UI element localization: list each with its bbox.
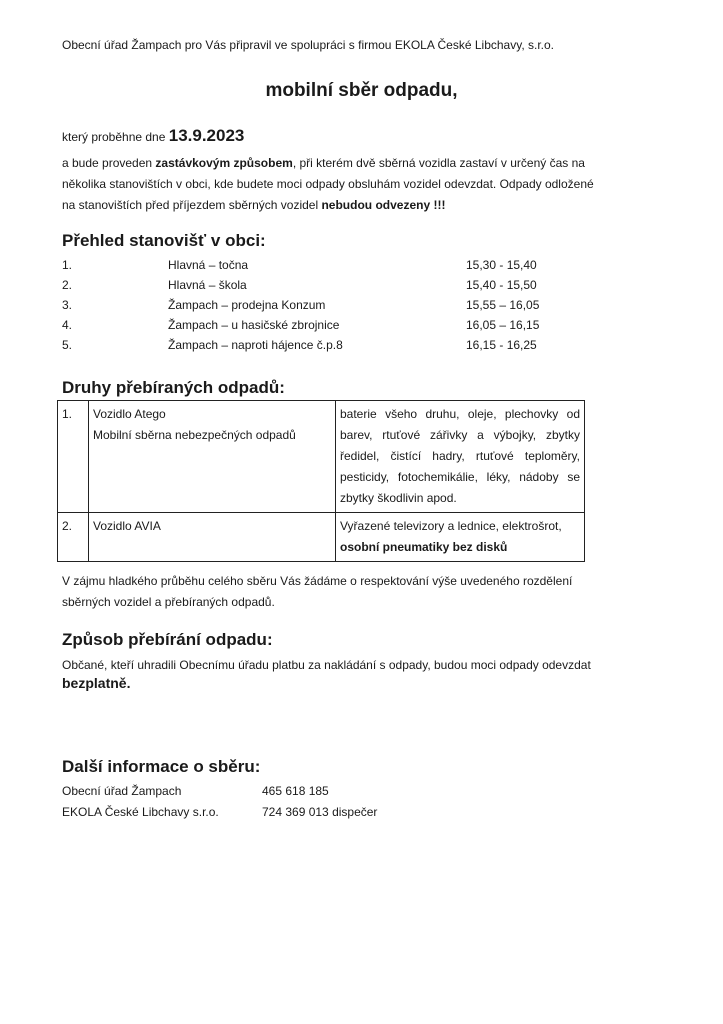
waste-heading: Druhy přebíraných odpadů: — [62, 378, 285, 397]
waste-vehicle-cell — [89, 401, 336, 513]
stop-number: 2. — [62, 278, 73, 292]
waste-number: 1. — [58, 401, 89, 513]
stop-number: 4. — [62, 318, 73, 332]
stop-name: Žampach – u hasičské zbrojnice — [168, 318, 340, 332]
note-line-1: V zájmu hladkého průběhu celého sběru Vás žádáme o respektování výše uvedeného rozdělení — [62, 574, 573, 588]
waste-items-emphasis: osobní pneumatiky bez disků — [340, 540, 508, 554]
paragraph-line-1 — [62, 153, 662, 174]
stops-list — [62, 258, 622, 358]
waste-items: baterie všeho druhu, oleje, plechovky od barev, rtuťové zářivky a výbojky, zbytky ředidel, čistící hadry, rtuťové teploměry, pesticidy, fotochemikálie, léky, nádoby se zbytky škodlivin apod. — [336, 401, 585, 513]
stop-number: 1. — [62, 258, 73, 272]
list-item — [62, 318, 622, 338]
stop-time: 15,30 - 15,40 — [466, 258, 537, 272]
stop-number: 3. — [62, 298, 73, 312]
paragraph-line-2: několika stanovištích v obci, kde budete moci odpady obsluhám vozidel odevzdat. Odpady odložené — [62, 177, 594, 191]
paragraph-text: na stanovištích před příjezdem sběrných vozidel — [62, 198, 322, 212]
date-prefix: který proběhne dne — [62, 130, 169, 144]
paragraph-line-3 — [62, 195, 662, 216]
waste-items-cell — [336, 513, 585, 562]
method-paragraph — [62, 656, 682, 692]
waste-items: Vyřazené televizory a lednice, elektrošrot, — [340, 519, 562, 533]
list-item — [62, 278, 622, 298]
intro-text: Obecní úřad Žampach pro Vás připravil ve spolupráci s firmou EKOLA České Libchavy, s.r.o. — [62, 38, 554, 52]
description-paragraph — [62, 153, 662, 216]
page-title: mobilní sběr odpadu, — [265, 80, 458, 101]
list-item — [62, 338, 622, 358]
paragraph-emphasis: zastávkovým způsobem — [155, 156, 293, 170]
stop-name: Žampach – prodejna Konzum — [168, 298, 326, 312]
contact-name: Obecní úřad Žampach — [62, 784, 182, 798]
stop-time: 16,15 - 16,25 — [466, 338, 537, 352]
paragraph-text: a bude proveden — [62, 156, 156, 170]
stop-time: 16,05 – 16,15 — [466, 318, 540, 332]
note-line-2: sběrných vozidel a přebíraných odpadů. — [62, 595, 275, 609]
stop-time: 15,55 – 16,05 — [466, 298, 540, 312]
table-row — [58, 513, 585, 562]
paragraph-warning: nebudou odvezeny !!! — [321, 198, 446, 212]
method-text: Občané, kteří uhradili Obecnímu úřadu platbu za nakládání s odpady, budou moci odpady odevzdat — [62, 658, 591, 672]
contact-phone: 465 618 185 — [262, 784, 329, 798]
contacts-heading: Další informace o sběru: — [62, 757, 261, 776]
vehicle-name: Vozidlo Atego — [93, 407, 166, 421]
collection-date: 13.9.2023 — [168, 126, 245, 145]
contact-phone: 724 369 013 dispečer — [262, 805, 378, 819]
stop-number: 5. — [62, 338, 73, 352]
date-line — [62, 126, 244, 146]
stop-name: Hlavná – škola — [168, 278, 247, 292]
method-emphasis: bezplatně. — [62, 675, 131, 691]
waste-table — [57, 400, 585, 562]
vehicle-name: Vozidlo AVIA — [93, 519, 161, 533]
note-paragraph — [62, 571, 662, 613]
stops-heading: Přehled stanovišť v obci: — [62, 231, 266, 250]
list-item — [62, 298, 622, 318]
contact-name: EKOLA České Libchavy s.r.o. — [62, 805, 219, 819]
vehicle-description: Mobilní sběrna nebezpečných odpadů — [93, 428, 296, 442]
method-heading: Způsob přebírání odpadu: — [62, 630, 273, 649]
table-row — [58, 401, 585, 513]
stop-name: Hlavná – točna — [168, 258, 249, 272]
waste-vehicle-cell — [89, 513, 336, 562]
list-item — [62, 258, 622, 278]
stop-time: 15,40 - 15,50 — [466, 278, 537, 292]
stop-name: Žampach – naproti hájence č.p.8 — [168, 338, 343, 352]
paragraph-text: , při kterém dvě sběrná vozidla zastaví v určený čas na — [292, 156, 585, 170]
waste-number: 2. — [58, 513, 89, 562]
